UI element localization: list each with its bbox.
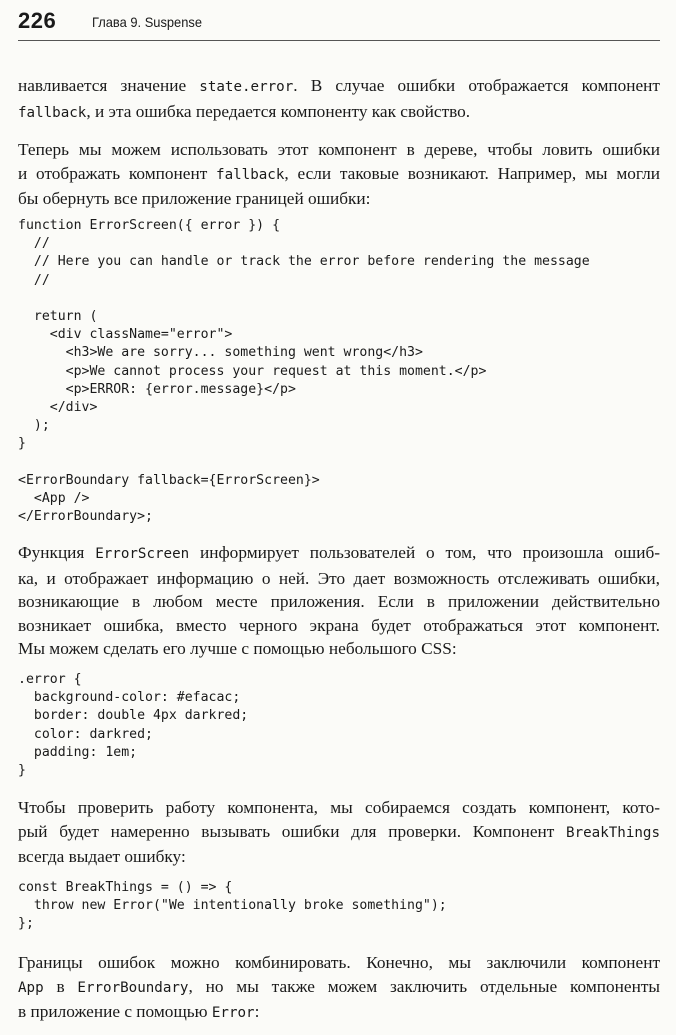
text-line (18, 796, 660, 820)
inline-code: fallback (18, 104, 87, 121)
inline-code: fallback (216, 166, 285, 183)
code-block: function ErrorScreen({ error }) { // // Here you can handle or track the error before rendering the message // return ( <div className="error"> <h3>We are sorry... something went wrong</h3> <p>We cannot process your request at this moment.</p> <p>ERROR: {error.message}</p> </div> ); } <ErrorBoundary fallback={ErrorScreen}> <App /> </ErrorBoundary>; (18, 218, 590, 525)
paragraph (18, 138, 660, 211)
inline-code: ErrorBoundary (77, 979, 189, 996)
text-line (18, 975, 660, 1001)
text-run: и отображать компонент (18, 163, 217, 183)
page-number: 226 (18, 8, 57, 33)
text-run: бы обернуть все приложение границей ошибки: (18, 189, 371, 208)
chapter-title: Глава 9. Suspense (92, 14, 202, 30)
text-run: Границы ошибок можно комбинировать. Конечно, мы заключили компонент (18, 953, 660, 972)
text-line (18, 162, 660, 188)
text-run: рый будет намеренно вызывать ошибки для проверки. Компонент (18, 821, 567, 841)
text-run: , но мы также можем заключить отдельные компоненты (188, 976, 660, 996)
text-run: Теперь мы можем использовать этот компонент в дереве, чтобы ловить ошибки (18, 140, 660, 159)
text-run: : (254, 1002, 260, 1021)
paragraph (18, 796, 660, 869)
inline-code: ErrorScreen (95, 546, 190, 562)
text-run: Функция (18, 543, 96, 562)
text-line (18, 951, 660, 975)
text-line (18, 637, 660, 661)
inline-code: BreakThings (566, 824, 660, 841)
text-run: навливается значение (18, 76, 200, 95)
text-run: ка, и отображает информацию о ней. Это дает возможность отслеживать ошибки, (18, 568, 660, 588)
paragraph (18, 541, 660, 661)
text-line (18, 138, 660, 162)
text-line (18, 1000, 660, 1026)
code-block: const BreakThings = () => { throw new Error("We intentionally broke something"); }; (18, 880, 447, 932)
text-run: в (43, 976, 78, 996)
text-line (18, 820, 660, 846)
inline-code: state.error (199, 79, 294, 95)
paragraph (18, 74, 660, 125)
text-run: в приложение с помощью (18, 1002, 212, 1021)
text-run: информирует пользователей о том, что произошла ошиб- (189, 543, 660, 562)
text-run: , и эта ошибка передается компоненту как свойство. (86, 101, 471, 121)
code-block: .error { background-color: #efacac; border: double 4px darkred; color: darkred; padding: 1em; } (18, 672, 249, 779)
text-line (18, 100, 660, 126)
text-run: возникающие в любом месте приложения. Если в приложении действительно (18, 592, 660, 611)
text-line (18, 187, 660, 211)
text-run: всегда выдает ошибку: (18, 847, 186, 866)
paragraph (18, 951, 660, 1026)
text-line (18, 74, 660, 100)
text-line (18, 614, 660, 638)
text-run: возникает ошибка, вместо черного экрана будет отображаться этот компонент. (18, 615, 660, 635)
inline-code: App (18, 979, 44, 996)
text-run: Чтобы проверить работу компонента, мы собираемся создать компонент, кото- (18, 798, 660, 817)
text-run: Мы можем сделать его лучше с помощью небольшого CSS: (18, 639, 457, 658)
text-run: , если таковые возникают. Например, мы могли (284, 163, 660, 183)
text-line (18, 845, 660, 869)
running-header (18, 6, 660, 41)
text-line (18, 567, 660, 591)
text-line (18, 590, 660, 614)
text-run: . В случае ошибки отображается компонент (293, 76, 660, 95)
inline-code: Error (211, 1005, 255, 1021)
text-line (18, 541, 660, 567)
